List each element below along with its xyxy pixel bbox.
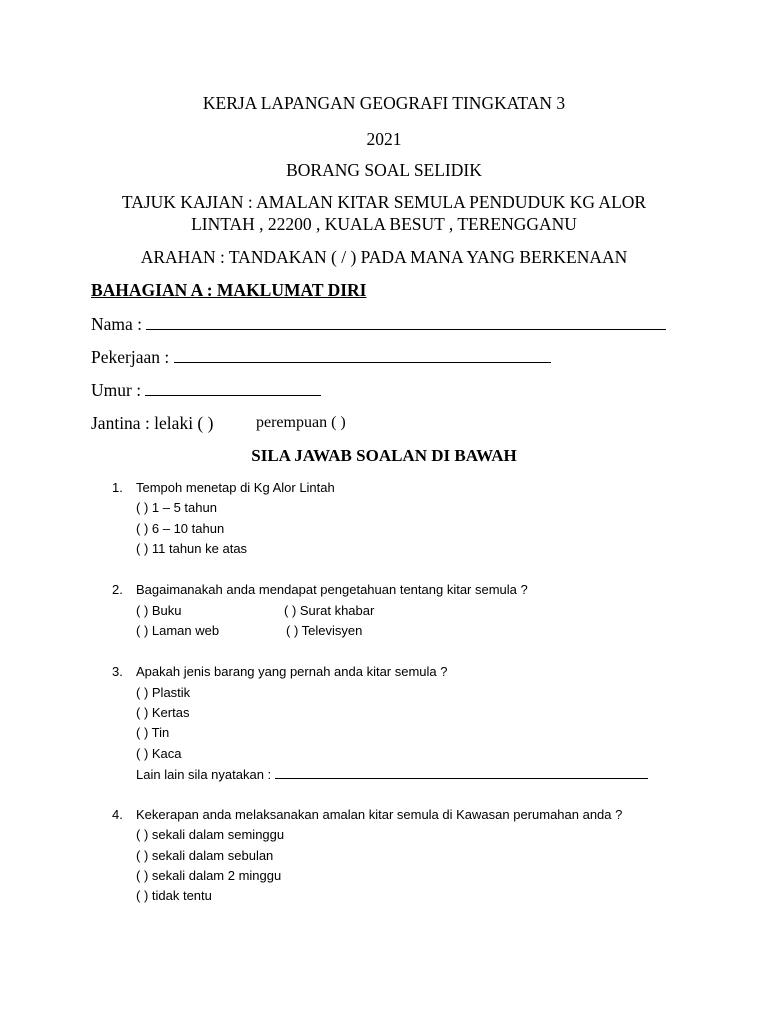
- form-subtitle: BORANG SOAL SELIDIK: [286, 160, 482, 180]
- form-heading: KERJA LAPANGAN GEOGRAFI TINGKATAN 3: [202, 93, 566, 113]
- study-title-line-1: TAJUK KAJIAN : AMALAN KITAR SEMULA PENDUDUK KG ALOR: [121, 192, 647, 212]
- q1-option-11-plus[interactable]: ( ) 11 tahun ke atas: [136, 541, 248, 556]
- section-a-title: BAHAGIAN A : MAKLUMAT DIRI: [91, 280, 367, 300]
- pekerjaan-field[interactable]: [91, 347, 551, 368]
- q2-option-buku[interactable]: ( ) Buku: [136, 603, 182, 618]
- q3-other-label: Lain lain sila nyatakan :: [136, 767, 272, 782]
- q3-option-kertas[interactable]: ( ) Kertas: [136, 705, 190, 720]
- umur-blank[interactable]: [145, 380, 321, 396]
- nama-label: Nama :: [91, 314, 143, 334]
- question-2-number: 2.: [112, 582, 123, 597]
- question-3-number: 3.: [112, 664, 123, 679]
- q4-option-biweekly[interactable]: ( ) sekali dalam 2 minggu: [136, 868, 282, 883]
- q4-option-monthly[interactable]: ( ) sekali dalam sebulan: [136, 848, 274, 863]
- q4-option-irregular[interactable]: ( ) tidak tentu: [136, 888, 212, 903]
- question-1-number: 1.: [112, 480, 123, 495]
- q3-option-tin[interactable]: ( ) Tin: [136, 725, 170, 740]
- q1-option-6-10[interactable]: ( ) 6 – 10 tahun: [136, 521, 225, 536]
- answer-instruction: SILA JAWAB SOALAN DI BAWAH: [251, 446, 517, 465]
- question-4-text: Kekerapan anda melaksanakan amalan kitar semula di Kawasan perumahan anda ?: [136, 807, 623, 822]
- study-title-line-2: LINTAH , 22200 , KUALA BESUT , TERENGGANU: [191, 214, 577, 234]
- nama-blank[interactable]: [146, 314, 666, 330]
- q2-option-surat-khabar[interactable]: ( ) Surat khabar: [284, 603, 375, 618]
- jantina-perempuan[interactable]: perempuan ( ): [256, 414, 346, 431]
- q3-option-kaca[interactable]: ( ) Kaca: [136, 746, 182, 761]
- question-2-text: Bagaimanakah anda mendapat pengetahuan tentang kitar semula ?: [136, 582, 528, 597]
- jantina-lelaki[interactable]: Jantina : lelaki ( ): [91, 413, 214, 433]
- q2-option-laman-web[interactable]: ( ) Laman web: [136, 623, 220, 638]
- pekerjaan-blank[interactable]: [174, 347, 551, 363]
- q4-option-weekly[interactable]: ( ) sekali dalam seminggu: [136, 827, 285, 842]
- form-year: 2021: [366, 129, 402, 149]
- q1-option-1-5[interactable]: ( ) 1 – 5 tahun: [136, 500, 217, 515]
- q3-other-field[interactable]: [136, 766, 648, 782]
- question-4-number: 4.: [112, 807, 123, 822]
- q3-other-blank[interactable]: [275, 766, 648, 779]
- pekerjaan-label: Pekerjaan :: [91, 347, 170, 367]
- umur-label: Umur :: [91, 380, 142, 400]
- q2-option-televisyen[interactable]: ( ) Televisyen: [286, 623, 363, 638]
- question-1-text: Tempoh menetap di Kg Alor Lintah: [136, 480, 335, 495]
- question-3-text: Apakah jenis barang yang pernah anda kitar semula ?: [136, 664, 448, 679]
- q3-option-plastik[interactable]: ( ) Plastik: [136, 685, 191, 700]
- nama-field[interactable]: [91, 314, 666, 335]
- umur-field[interactable]: [91, 380, 321, 401]
- instruction-line: ARAHAN : TANDAKAN ( / ) PADA MANA YANG BERKENAAN: [140, 247, 628, 267]
